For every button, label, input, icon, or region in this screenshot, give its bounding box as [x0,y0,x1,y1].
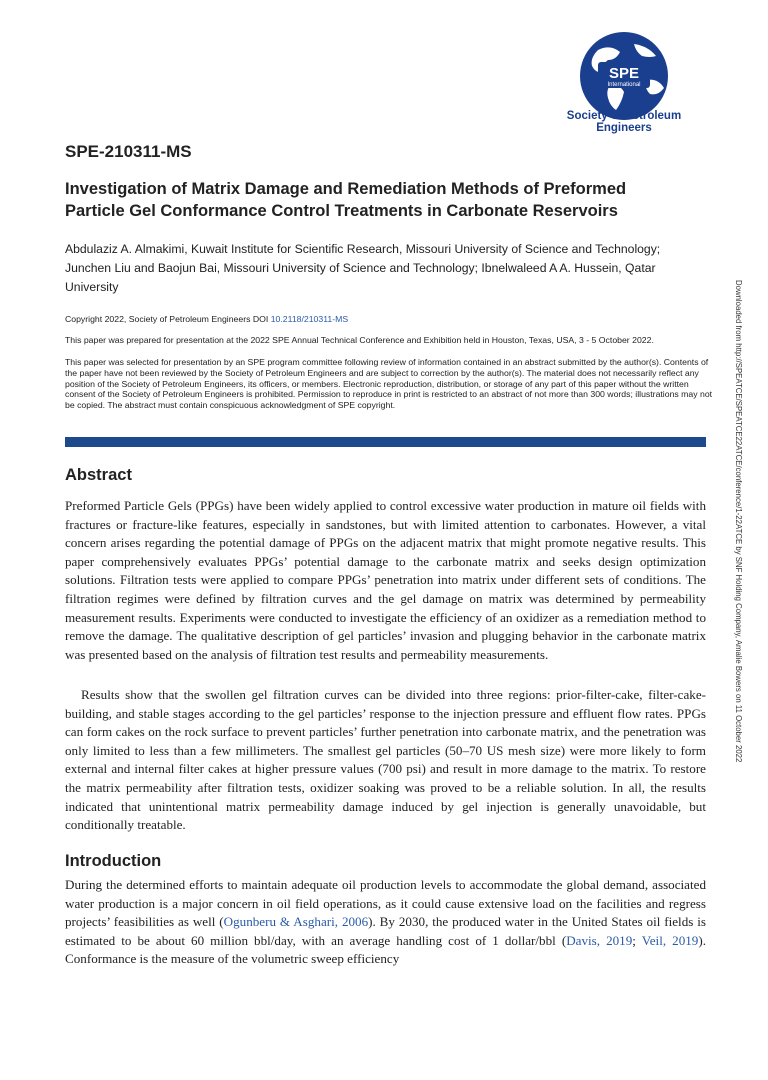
introduction-paragraph [65,876,706,969]
introduction-heading: Introduction [65,852,162,870]
citation-ogunberu[interactable]: Ogunberu & Asghari, 2006 [223,914,369,930]
logo-tagline: Society of Petroleum Engineers [566,110,682,134]
section-divider [65,437,706,447]
citation-veil[interactable]: Veil, 2019 [641,932,699,948]
selection-notice: This paper was selected for presentation by an SPE program committee following review of information contained in an abstract submitted by the author(s). Contents of the paper have not been reviewed by the Society of Petroleum Engineers and are subject to correction by the author(s). The material does not necessarily reflect any position of the Society of Petroleum Engineers, its officers, or members. Electronic reproduction, distribution, or storage of any part of this paper without the written consent of the Society of Petroleum Engineers is prohibited. Permission to reproduce in print is restricted to an abstract of not more than 300 words; illustrations may not be copied. The abstract must contain conspicuous acknowledgment of SPE copyright. [65,357,713,411]
citation-separator: ; [632,932,642,948]
logo-text: SPE [608,65,640,82]
citation-davis[interactable]: Davis, 2019 [566,932,633,948]
download-sidebar [733,280,747,1080]
abstract-paragraph-1: Preformed Particle Gels (PPGs) have been widely applied to control excessive water production in mature oil fields with fractures or fracture-like features, especially in sandstones, but with limited attention to carbonates. However, a vital concern arises regarding the potential damage of PPGs on the adjacent matrix that might promote negative results. This paper comprehensively evaluates PPGs’ potential damage to the carbonate matrix and seeks design optimization solutions. Filtration tests were applied to compare PPGs’ penetration into matrix under different sets of conditions. The filtration regimes were defined by filtration curves and the gel damage on matrix was determined by permeability measurement results. Experiments were conducted to investigate the efficiency of an oxidizer as a remediation method to remove the damage. The qualitative description of gel particles’ invasion and plugging behavior in the carbonate matrix was presented based on the analysis of filtration test results and permeability measurements. [65,498,706,662]
doi-link[interactable]: 10.2118/210311-MS [270,314,349,324]
copyright-text: Copyright 2022, Society of Petroleum Engineers DOI [65,314,271,324]
copyright-notice [65,314,715,325]
download-note: Downloaded from http://SPEATCE/SPEATCE22ATCE/conference/1-22ATCE by SNF Holding Company, Amalie Bowers on 11 October 2022 [734,280,743,763]
intro-text-1: During the determined efforts to maintain adequate oil production levels to accommodate the global demand, associated water production is a major concern in oil field operations, as it could cause extensive load on the facilities and regress projects’ feasibilities as well ( [65,877,706,930]
logo-subtext: International [607,82,641,88]
author-list: Abdulaziz A. Almakimi, Kuwait Institute for Scientific Research, Missouri University of Science and Technology; Junchen Liu and Baojun Bai, Missouri University of Science and Technology; Ibnelwaleed A A. Hussein, Qatar University [65,242,661,294]
intro-text-2: ). By 2030, the produced water in the United States oil fields is estimated to be about 60 million bbl/day, with an average handling cost of 1 dollar/bbl ( [65,914,706,948]
presentation-notice: This paper was prepared for presentation at the 2022 SPE Annual Technical Conference and Exhibition held in Houston, Texas, USA, 3 - 5 October 2022. [65,335,654,345]
paper-title: Investigation of Matrix Damage and Remediation Methods of Preformed Particle Gel Conformance Control Treatments in Carbonate Reservoirs [65,180,627,220]
intro-text-3: ). Conformance is the measure of the volumetric sweep efficiency [65,932,706,967]
abstract-heading: Abstract [65,466,132,484]
paper-id: SPE-210311-MS [65,142,192,161]
abstract-paragraph-2: Results show that the swollen gel filtration curves can be divided into three regions: prior-filter-cake, filter-cake-building, and stable stages according to the gel particles’ response to the injection pressure and effluent flow rates. PPGs can form cakes on the rock surface to prevent particles’ further penetration into carbonate matrix, and the penetration was only limited to less than a few millimeters. The smallest gel particles (50–70 US mesh size) were more likely to form external and internal filter cakes at higher pressure values (700 psi) and result in more damage to the matrix. To restore the matrix permeability after filtration tests, oxidizer soaking was proved to be a reliable solution. In all, the results indicated that unintentional matrix permeability damage induced by gel injection is generally unavoidable, but conditionally treatable. [65,687,706,833]
